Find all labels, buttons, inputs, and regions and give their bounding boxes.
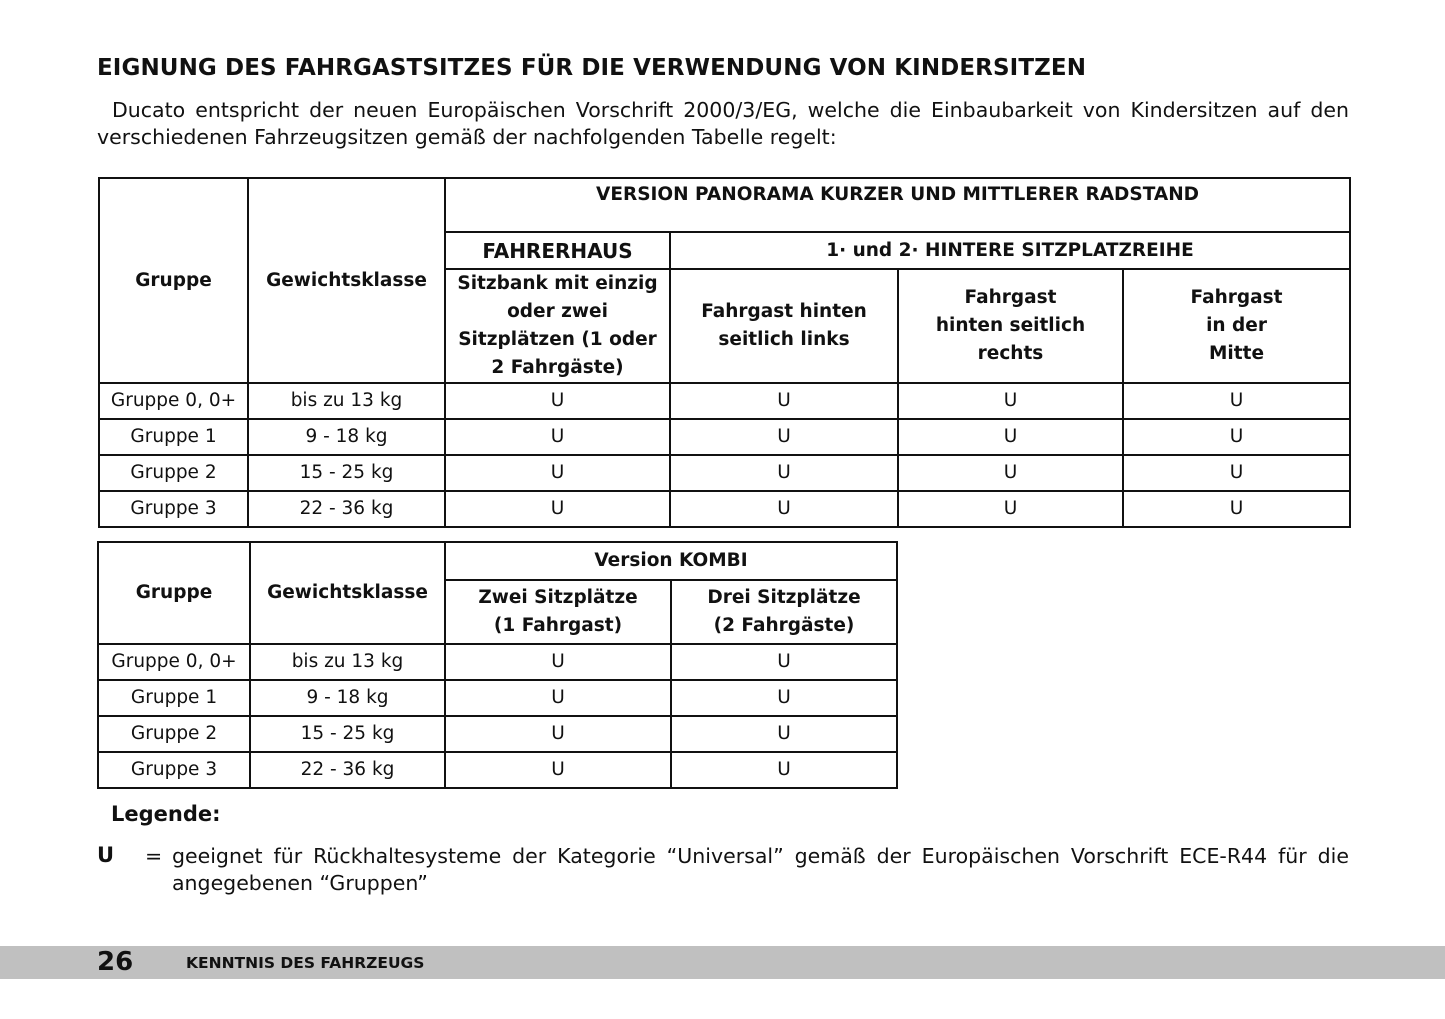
cell-suitability: U: [898, 383, 1123, 419]
cell-gruppe: Gruppe 2: [98, 716, 250, 752]
cell-suitability: U: [671, 716, 897, 752]
cell-suitability: U: [670, 419, 898, 455]
cell-suitability: U: [1123, 419, 1350, 455]
header-zwei-sitzplaetze: Zwei Sitzplätze (1 Fahrgast): [445, 580, 671, 644]
header-fahrerhaus: FAHRERHAUS: [445, 232, 670, 269]
legend-text: geeignet für Rückhaltesysteme der Kategorie “Universal” gemäß der Europäischen Vorschrift ECE-R44 für die angegebenen “Gruppen”: [172, 844, 1349, 895]
cell-suitability: U: [445, 455, 670, 491]
header-hinten-links: Fahrgast hinten seitlich links: [670, 269, 898, 383]
table-row: [98, 680, 897, 716]
section-title: KENNTNIS DES FAHRZEUGS: [186, 954, 425, 972]
cell-gruppe: Gruppe 0, 0+: [98, 644, 250, 680]
cell-suitability: U: [445, 680, 671, 716]
cell-gewicht: 22 - 36 kg: [248, 491, 445, 527]
cell-suitability: U: [445, 419, 670, 455]
header-drei-sitzplaetze: Drei Sitzplätze (2 Fahrgäste): [671, 580, 897, 644]
table-row: [99, 491, 1350, 527]
legend-entry: [145, 843, 1349, 897]
cell-suitability: U: [445, 716, 671, 752]
cell-suitability: U: [670, 491, 898, 527]
cell-suitability: U: [898, 455, 1123, 491]
cell-suitability: U: [671, 680, 897, 716]
cell-gruppe: Gruppe 1: [98, 680, 250, 716]
cell-gewicht: 15 - 25 kg: [248, 455, 445, 491]
table-row: [99, 455, 1350, 491]
page-title: EIGNUNG DES FAHRGASTSITZES FÜR DIE VERWENDUNG VON KINDERSITZEN: [97, 55, 1087, 81]
header-gruppe: Gruppe: [98, 542, 250, 644]
legend-symbol: U: [97, 843, 115, 867]
intro-paragraph: Ducato entspricht der neuen Europäischen Vorschrift 2000/3/EG, welche die Einbaubarkeit von Kindersitzen auf den verschiedenen Fahrzeugsitzen gemäß der nachfolgenden Tabelle regelt:: [97, 98, 1349, 149]
footer-bar: [0, 946, 1445, 979]
table-row: [99, 419, 1350, 455]
cell-gruppe: Gruppe 3: [99, 491, 248, 527]
cell-gruppe: Gruppe 1: [99, 419, 248, 455]
cell-suitability: U: [898, 491, 1123, 527]
cell-gewicht: 9 - 18 kg: [248, 419, 445, 455]
legend-heading: Legende:: [111, 802, 221, 826]
table-row: [98, 752, 897, 788]
table-row: [98, 716, 897, 752]
cell-gruppe: Gruppe 0, 0+: [99, 383, 248, 419]
cell-suitability: U: [1123, 383, 1350, 419]
header-gruppe: Gruppe: [99, 178, 248, 383]
cell-suitability: U: [671, 644, 897, 680]
cell-suitability: U: [1123, 455, 1350, 491]
cell-gruppe: Gruppe 2: [99, 455, 248, 491]
cell-gewicht: 9 - 18 kg: [250, 680, 445, 716]
header-hinten-rechts: Fahrgast hinten seitlich rechts: [898, 269, 1123, 383]
table-row: [99, 383, 1350, 419]
header-gewichtsklasse: Gewichtsklasse: [250, 542, 445, 644]
cell-suitability: U: [445, 491, 670, 527]
table-row: [98, 644, 897, 680]
header-version: VERSION PANORAMA KURZER UND MITTLERER RADSTAND: [445, 178, 1350, 232]
cell-suitability: U: [445, 644, 671, 680]
panorama-table: [98, 177, 1351, 528]
cell-gewicht: 22 - 36 kg: [250, 752, 445, 788]
cell-suitability: U: [670, 383, 898, 419]
cell-gewicht: bis zu 13 kg: [250, 644, 445, 680]
header-hintere-sitzreihe: 1· und 2· HINTERE SITZPLATZREIHE: [670, 232, 1350, 269]
cell-suitability: U: [445, 383, 670, 419]
legend-equals: =: [145, 844, 163, 868]
cell-suitability: U: [445, 752, 671, 788]
cell-gewicht: bis zu 13 kg: [248, 383, 445, 419]
header-sitzbank: Sitzbank mit einzig oder zwei Sitzplätzen (1 oder 2 Fahrgäste): [445, 269, 670, 383]
cell-gewicht: 15 - 25 kg: [250, 716, 445, 752]
header-mitte: Fahrgast in der Mitte: [1123, 269, 1350, 383]
cell-suitability: U: [670, 455, 898, 491]
kombi-table: [97, 541, 898, 789]
header-gewichtsklasse: Gewichtsklasse: [248, 178, 445, 383]
cell-suitability: U: [671, 752, 897, 788]
page-number: 26: [97, 947, 134, 977]
cell-suitability: U: [898, 419, 1123, 455]
header-version: Version KOMBI: [445, 542, 897, 580]
cell-gruppe: Gruppe 3: [98, 752, 250, 788]
cell-suitability: U: [1123, 491, 1350, 527]
